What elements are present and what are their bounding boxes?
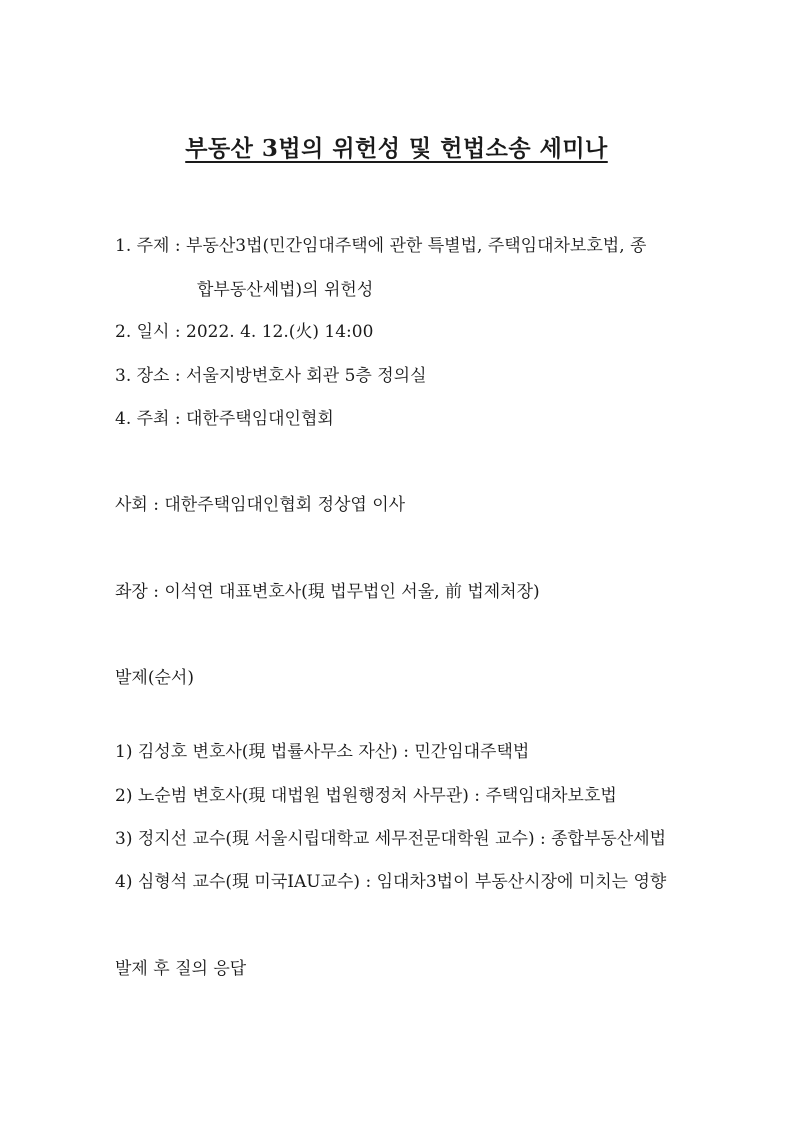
presentation-item-1: 1) 김성호 변호사(現 법률사무소 자산) : 민간임대주택법 [115,742,530,762]
presentation-item-4: 4) 심형석 교수(現 미국IAU교수) : 임대차3법이 부동산시장에 미치는 영향 [115,872,667,892]
qa-line: 발제 후 질의 응답 [115,959,247,979]
item-topic-continuation: 합부동산세법)의 위헌성 [197,280,374,300]
item-date: 2. 일시 : 2022. 4. 12.(火) 14:00 [115,322,374,342]
presentation-item-3: 3) 정지선 교수(現 서울시립대학교 세무전문대학원 교수) : 종합부동산세법 [115,829,667,849]
presentation-item-2: 2) 노순범 변호사(現 대법원 법원행정처 사무관) : 주택임대차보호법 [115,786,617,806]
moderator-line: 사회 : 대한주택임대인협회 정상엽 이사 [115,495,406,515]
document-title: 부동산 3법의 위헌성 및 헌법소송 세미나 [185,135,608,162]
item-venue: 3. 장소 : 서울지방변호사 회관 5층 정의실 [115,366,427,386]
presentations-heading: 발제(순서) [115,668,194,688]
item-topic: 1. 주제 : 부동산3법(민간임대주택에 관한 특별법, 주택임대차보호법, 종 [115,236,647,256]
item-host: 4. 주최 : 대한주택임대인협회 [115,409,334,429]
chair-line: 좌장 : 이석연 대표변호사(現 법무법인 서울, 前 법제처장) [115,582,540,602]
